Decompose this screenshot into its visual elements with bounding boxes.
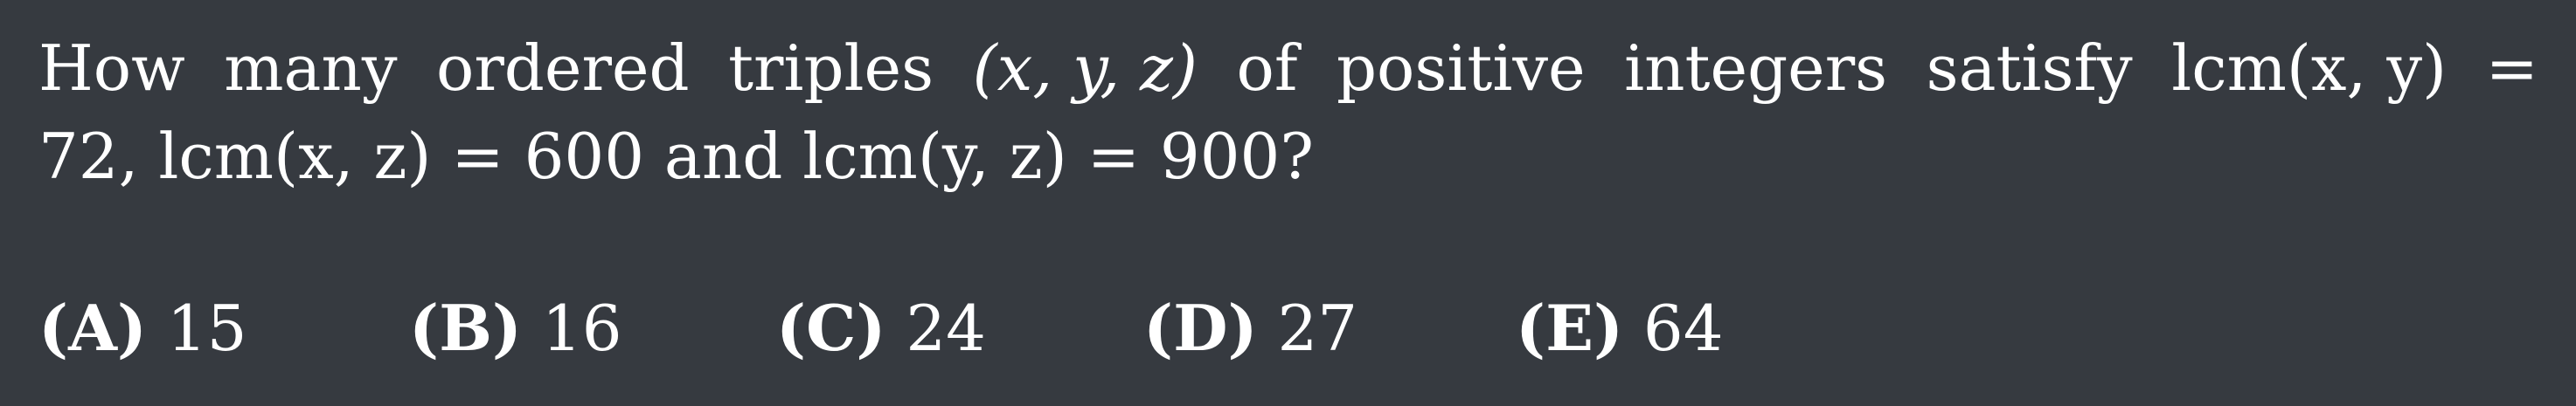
choice-b-value: 16 [541,292,622,365]
choice-a-letter: (A) [38,291,147,365]
choice-e-value: 64 [1642,292,1724,365]
choice-e-letter: (E) [1516,291,1624,365]
math-triple-xyz: (x, y, z) [972,31,1198,105]
choice-c[interactable] [776,291,986,365]
choice-c-letter: (C) [776,291,886,365]
choice-b-letter: (B) [409,291,522,365]
choice-b[interactable] [409,291,622,365]
word-positive: positive [1336,31,1586,105]
word-how: How [38,31,185,105]
word-satisfy: satisfy [1926,31,2133,105]
math-lcm-xy: lcm(x, y) [2171,31,2448,105]
choice-d-value: 27 [1277,292,1358,365]
choice-c-value: 24 [906,292,986,365]
choice-d[interactable] [1143,291,1358,365]
choice-a-value: 15 [166,292,247,365]
choice-d-letter: (D) [1143,291,1258,365]
choice-e[interactable] [1516,291,1724,365]
word-integers: integers [1624,31,1888,105]
problem-line-1 [38,31,2538,105]
word-of: of [1236,31,1298,105]
word-triples: triples [728,31,934,105]
problem-line-2: 72, lcm(x, z) = 600 and lcm(y, z) = 900? [38,120,1314,193]
math-equals: = [2485,31,2538,105]
word-many: many [224,31,398,105]
choice-a[interactable] [38,291,247,365]
word-ordered: ordered [435,31,690,105]
